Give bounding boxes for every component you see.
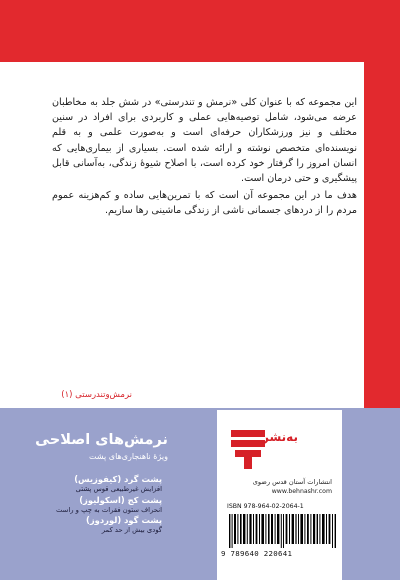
barcode-icon — [229, 514, 337, 548]
topics-list — [12, 474, 162, 536]
topic-title: پشت گرد (کیفوزیس) — [74, 474, 162, 484]
book-subtitle: ویژهٔ ناهنجاری‌های پشت — [89, 452, 168, 461]
publisher-name: به‌نشر — [262, 430, 298, 444]
right-red-band — [364, 62, 400, 408]
topic-title: پشت کج (اسکولیوز) — [79, 494, 162, 505]
blurb-paragraph-2: هدف ما در این مجموعه آن است که با تمرین‌هایی ساده و کم‌هزینه عموم مردم را از دردهای جسمانی ناشی از زندگی ماشینی رها سازیم. — [52, 190, 357, 217]
blurb-paragraph-1: این مجموعه که با عنوان کلی «نرمش و تندرستی» در شش جلد به مخاطبان عرضه می‌شود، شامل توصیه‌هایی عملی و کاربردی برای افراد در سنین مختلف و نیز ورزشکاران حرفه‌ای است و به‌صورت علمی و به قلم نویسنده‌ای متخصص نوشته و ارائه شده است. بسیاری از بیماری‌هایی که انسان امروز را گرفتار خود کرده است، با اصلاح شیوهٔ زندگی، به‌آسانی قابل پیشگیری و حتی درمان است. — [52, 97, 357, 185]
barcode-number: 9 789640 220641 — [221, 549, 293, 558]
series-label — [0, 388, 364, 406]
publisher-box — [217, 410, 342, 580]
topic-title: پشت گود (لوردوز) — [86, 515, 162, 525]
topic-description: افزایش غیرطبیعی قوس پشتی — [75, 485, 162, 493]
series-label-text: نرمش‌وتندرستی (۱) — [61, 390, 132, 400]
publisher-url: www.behnashr.com — [271, 488, 332, 495]
top-red-strip — [0, 0, 400, 62]
publisher-organization: انتشارات آستان قدس رضوی — [252, 478, 332, 486]
book-title: نرمش‌های اصلاحی — [35, 432, 168, 448]
isbn-text: ISBN 978-964-02-2064-1 — [227, 503, 304, 510]
topic-description: انحراف ستون فقرات به چپ و راست — [55, 505, 162, 514]
blurb-text — [52, 95, 357, 221]
topic-description: گودی بیش از حد کمر — [101, 526, 162, 534]
